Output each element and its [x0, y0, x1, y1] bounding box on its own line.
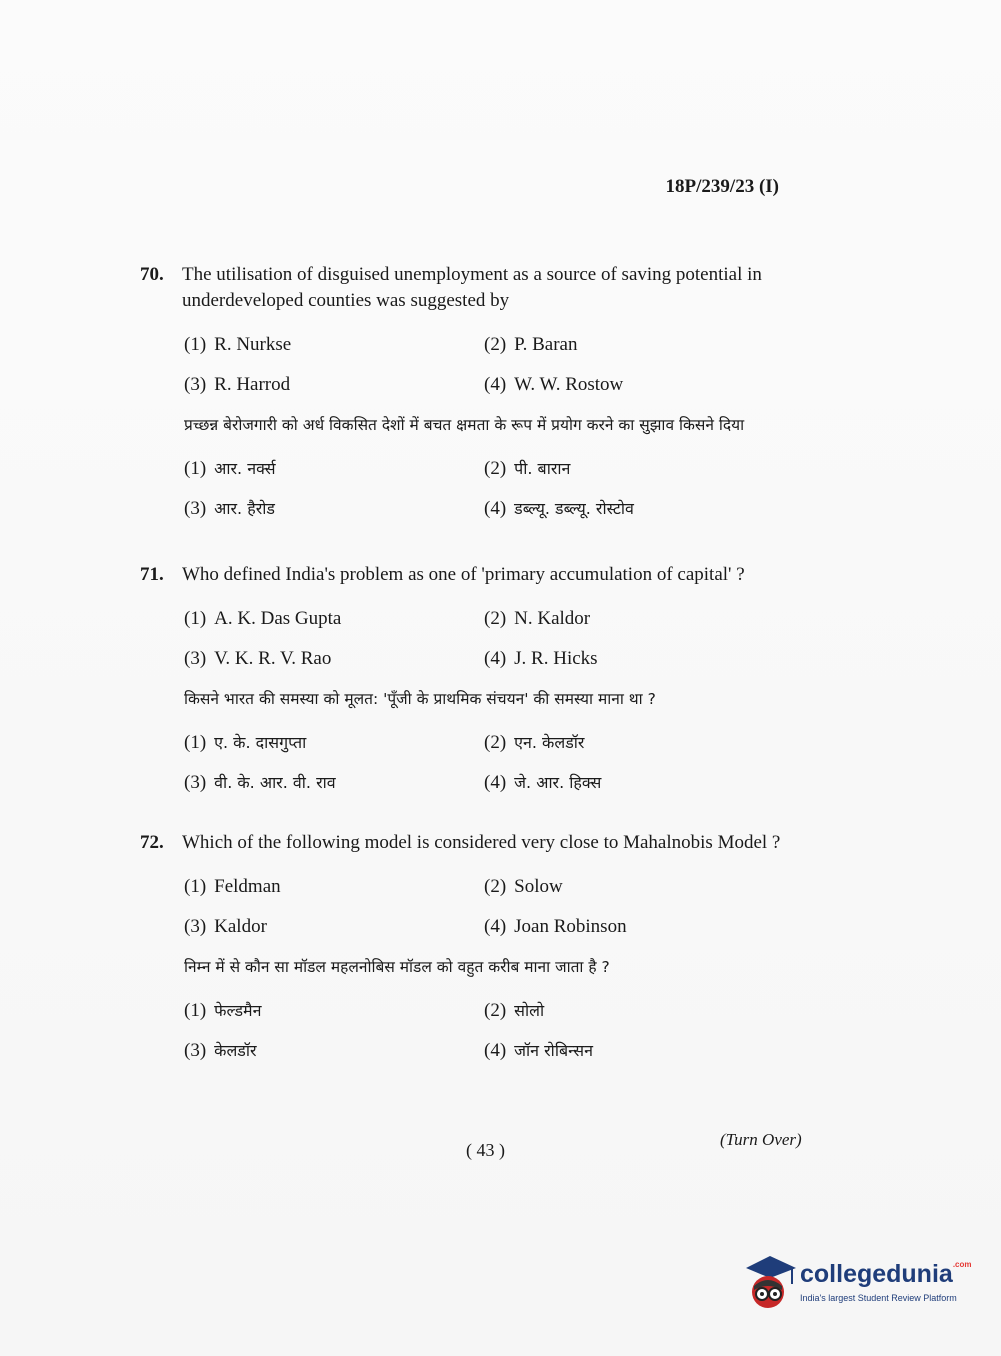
question-text-hindi: निम्न में से कौन सा मॉडल महलनोबिस मॉडल को वहुत करीब माना जाता है ? — [184, 958, 610, 976]
brand-name-text: collegedunia — [800, 1260, 953, 1288]
option-2 — [484, 606, 784, 632]
option-text: जॉन रोबिन्सन — [514, 1041, 593, 1060]
option-text: केलडॉर — [214, 1041, 257, 1060]
option-3 — [184, 914, 484, 940]
option-number: (2) — [484, 732, 507, 753]
option-number: (4) — [484, 772, 507, 793]
option-number: (4) — [484, 498, 507, 519]
option-text: डब्ल्यू. डब्ल्यू. रोस्टोव — [514, 499, 634, 518]
option-text: Kaldor — [214, 916, 267, 937]
option-number: (3) — [184, 648, 207, 669]
option-2-hindi — [484, 456, 784, 482]
paper-code: 18P/239/23 (I) — [665, 176, 779, 197]
question-text-hindi: किसने भारत की समस्या को मूलत: 'पूँजी के प्राथमिक संचयन' की समस्या माना था ? — [184, 690, 656, 708]
option-1-hindi — [184, 730, 484, 756]
option-number: (2) — [484, 1000, 507, 1021]
option-1 — [184, 332, 484, 358]
question-number: 70. — [140, 264, 164, 285]
option-number: (1) — [184, 1000, 207, 1021]
option-4-hindi — [484, 496, 784, 522]
option-number: (2) — [484, 334, 507, 355]
brand-name — [800, 1260, 971, 1289]
option-1-hindi — [184, 998, 484, 1024]
option-text: फेल्डमैन — [214, 1001, 262, 1020]
option-number: (2) — [484, 458, 507, 479]
option-text: वी. के. आर. वी. राव — [214, 773, 336, 792]
mascot-logo-icon — [742, 1250, 798, 1314]
option-1-hindi — [184, 456, 484, 482]
options-english — [184, 606, 800, 672]
option-3-hindi — [184, 1038, 484, 1064]
option-1 — [184, 874, 484, 900]
option-text: W. W. Rostow — [514, 374, 624, 395]
option-2 — [484, 332, 784, 358]
question-number: 72. — [140, 832, 164, 853]
option-3-hindi — [184, 770, 484, 796]
option-text: जे. आर. हिक्स — [514, 773, 602, 792]
option-number: (1) — [184, 608, 207, 629]
option-2-hindi — [484, 998, 784, 1024]
option-4 — [484, 646, 784, 672]
brand-domain: .com — [952, 1260, 972, 1269]
option-number: (4) — [484, 374, 507, 395]
option-text: N. Kaldor — [514, 608, 591, 629]
option-2-hindi — [484, 730, 784, 756]
options-hindi — [184, 998, 800, 1064]
option-text: R. Harrod — [214, 374, 291, 395]
option-text: Joan Robinson — [514, 916, 627, 937]
options-english — [184, 874, 800, 940]
turn-over-label: (Turn Over) — [720, 1130, 802, 1149]
option-number: (4) — [484, 648, 507, 669]
option-text: एन. केलडॉर — [514, 733, 585, 752]
option-number: (3) — [184, 374, 207, 395]
option-number: (4) — [484, 1040, 507, 1061]
option-text: Solow — [514, 876, 563, 897]
option-text: P. Baran — [514, 334, 578, 355]
question-70 — [140, 262, 800, 522]
option-2 — [484, 874, 784, 900]
option-number: (3) — [184, 498, 207, 519]
question-number: 71. — [140, 564, 164, 585]
option-text: V. K. R. V. Rao — [214, 648, 332, 669]
options-hindi — [184, 730, 800, 796]
question-text: Which of the following model is considered very close to Mahalnobis Model ? — [182, 832, 781, 853]
option-3-hindi — [184, 496, 484, 522]
option-number: (1) — [184, 334, 207, 355]
option-number: (2) — [484, 876, 507, 897]
question-text-hindi: प्रच्छन्न बेरोजगारी को अर्ध विकसित देशों में बचत क्षमता के रूप में प्रयोग करने का सुझाव किसने दिया — [184, 416, 745, 434]
option-number: (2) — [484, 608, 507, 629]
option-1 — [184, 606, 484, 632]
option-number: (1) — [184, 876, 207, 897]
option-text: ए. के. दासगुप्ता — [214, 733, 307, 752]
question-text: Who defined India's problem as one of 'primary accumulation of capital' ? — [182, 564, 745, 585]
option-number: (1) — [184, 458, 207, 479]
options-english — [184, 332, 800, 398]
option-number: (3) — [184, 772, 207, 793]
option-4-hindi — [484, 1038, 784, 1064]
options-hindi — [184, 456, 800, 522]
question-text: The utilisation of disguised unemployment as a source of saving potential in underdeveloped counties was suggested by — [182, 264, 762, 311]
question-72 — [140, 830, 800, 1064]
option-4 — [484, 372, 784, 398]
option-text: पी. बारान — [514, 459, 571, 478]
brand-tagline: India's largest Student Review Platform — [800, 1293, 957, 1303]
option-4 — [484, 914, 784, 940]
option-number: (4) — [484, 916, 507, 937]
option-text: R. Nurkse — [214, 334, 292, 355]
option-text: आर. हैरोड — [214, 499, 275, 518]
option-text: Feldman — [214, 876, 281, 897]
option-number: (3) — [184, 916, 207, 937]
question-71 — [140, 562, 800, 796]
option-text: आर. नर्क्स — [214, 459, 276, 478]
collegedunia-watermark — [742, 1250, 972, 1314]
option-3 — [184, 646, 484, 672]
option-number: (1) — [184, 732, 207, 753]
option-text: J. R. Hicks — [514, 648, 598, 669]
option-number: (3) — [184, 1040, 207, 1061]
option-4-hindi — [484, 770, 784, 796]
option-text: A. K. Das Gupta — [214, 608, 342, 629]
page-number: ( 43 ) — [466, 1140, 505, 1160]
option-3 — [184, 372, 484, 398]
option-text: सोलो — [514, 1001, 545, 1020]
